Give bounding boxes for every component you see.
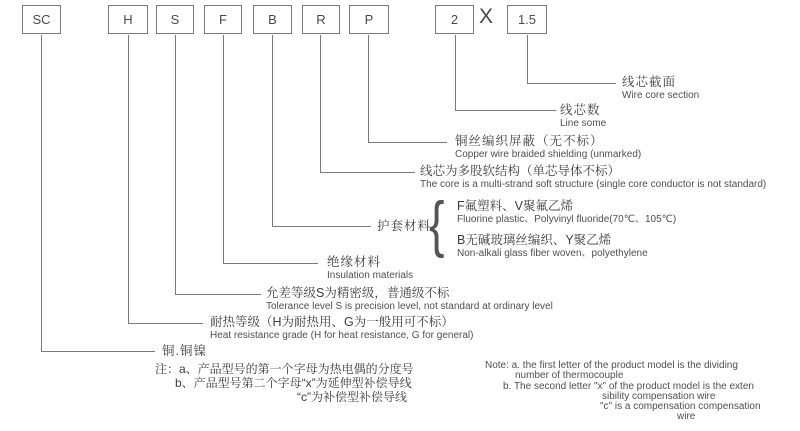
code-box-label: SC [32, 12, 51, 27]
label-zh: B无碱玻璃丝编织、Y聚乙烯 [457, 233, 612, 247]
code-box-label: P [364, 12, 374, 27]
code-box-label: 1.5 [517, 12, 537, 27]
label-multi-strand [420, 164, 766, 191]
connector-p-vertical [368, 35, 369, 142]
label-wire-core-section [622, 75, 699, 102]
label-zh: F氟塑料、V聚氟乙烯 [457, 199, 573, 213]
label-en: Non-alkali glass fiber woven、polyethylene [457, 248, 648, 259]
note-zh-line: b、产品型号第二个字母“x”为延伸型补偿导线 [175, 376, 412, 390]
label-en: Heat resistance grade (H for heat resistance, G for general) [210, 330, 474, 341]
label-zh: 铜丝编织屏蔽（无不标） [455, 134, 604, 148]
note-en-line: b. The second letter "x" of the product model is the exten [503, 380, 754, 392]
connector-h-horizontal [128, 323, 203, 324]
label-en: Fluorine plastic、Polyvinyl fluoride(70℃、105℃) [457, 214, 677, 225]
label-conductor [162, 344, 207, 359]
label-insulation [327, 255, 413, 282]
label-zh: 护套材料 [377, 219, 432, 233]
connector-f-vertical [223, 35, 224, 263]
multiply-sign: X [479, 5, 494, 28]
code-box-label: 2 [450, 12, 459, 27]
label-sheath-option-by [457, 233, 648, 260]
connector-r-horizontal [320, 172, 415, 173]
note-en-line: wire [677, 411, 696, 423]
label-sheath-option-fv [457, 199, 676, 226]
code-box-sc [22, 5, 61, 34]
label-zh: 线芯为多股软结构（单芯导体不标） [420, 164, 621, 178]
brace-glyph: { [429, 190, 445, 259]
connector-b-vertical [272, 35, 273, 226]
label-shielding [455, 134, 641, 161]
label-heat-resistance [210, 315, 473, 342]
connector-r-vertical [320, 35, 321, 172]
label-en: Wire core section [622, 90, 700, 101]
label-en: The core is a multi-strand soft structure (single core conductor is not standard) [420, 179, 767, 190]
connector-h-vertical [128, 35, 129, 323]
code-box-label: B [268, 12, 277, 27]
connector-1-5-vertical [527, 35, 528, 83]
code-box-label: F [219, 12, 227, 27]
notes-chinese [155, 362, 414, 404]
note-en-line: number of thermocouple [515, 370, 624, 382]
connector-s-vertical [175, 35, 176, 294]
connector-2-horizontal [455, 110, 556, 111]
label-zh: 耐热等级（H为耐热用、G为一般用可不标） [210, 315, 454, 329]
note-en-line: "c" is a compensation compensation [600, 401, 761, 413]
connector-b-horizontal [272, 226, 371, 227]
label-zh: 线芯截面 [622, 75, 677, 89]
note-en-line: sibility compensation wire [602, 390, 716, 402]
code-box-label: H [123, 12, 133, 27]
code-box-h [108, 5, 148, 34]
label-zh: 绝缘材料 [327, 255, 382, 269]
code-box-label: R [316, 12, 326, 27]
code-box-p [349, 5, 389, 34]
note-zh-line: “c”为补偿型补偿导线 [297, 390, 407, 404]
label-zh: 允差等级S为精密级，普通级不标 [266, 286, 450, 300]
connector-p-horizontal [368, 142, 447, 143]
code-box-r [302, 5, 340, 34]
label-line-count [560, 103, 606, 130]
label-zh: 线芯数 [560, 103, 601, 117]
code-box-2 [435, 5, 474, 34]
notes-english [485, 361, 761, 423]
connector-1-5-horizontal [527, 83, 616, 84]
code-box-s [156, 5, 194, 34]
code-box-1-5 [507, 5, 547, 34]
label-en: Tolerance level S is precision level, not standard at ordinary level [266, 301, 553, 312]
note-zh-line: 注：a、产品型号的第一个字母为热电偶的分度号 [155, 362, 414, 376]
code-box-label: S [170, 12, 180, 27]
label-en: Line some [560, 118, 607, 129]
connector-sc-horizontal [41, 351, 155, 352]
label-en: Insulation materials [327, 270, 414, 281]
connector-s-horizontal [175, 294, 261, 295]
connector-f-horizontal [223, 263, 318, 264]
code-box-b [253, 5, 292, 34]
note-en-line: Note: a. the first letter of the product model is the dividing [485, 360, 738, 371]
label-sheath-material [377, 219, 431, 234]
code-box-f [204, 5, 242, 34]
label-tolerance [266, 286, 553, 313]
label-en: Copper wire braided shielding (unmarked) [455, 149, 642, 160]
connector-2-vertical [455, 35, 456, 110]
label-zh: 铜.铜镍 [162, 344, 207, 358]
connector-sc-vertical [41, 35, 42, 351]
